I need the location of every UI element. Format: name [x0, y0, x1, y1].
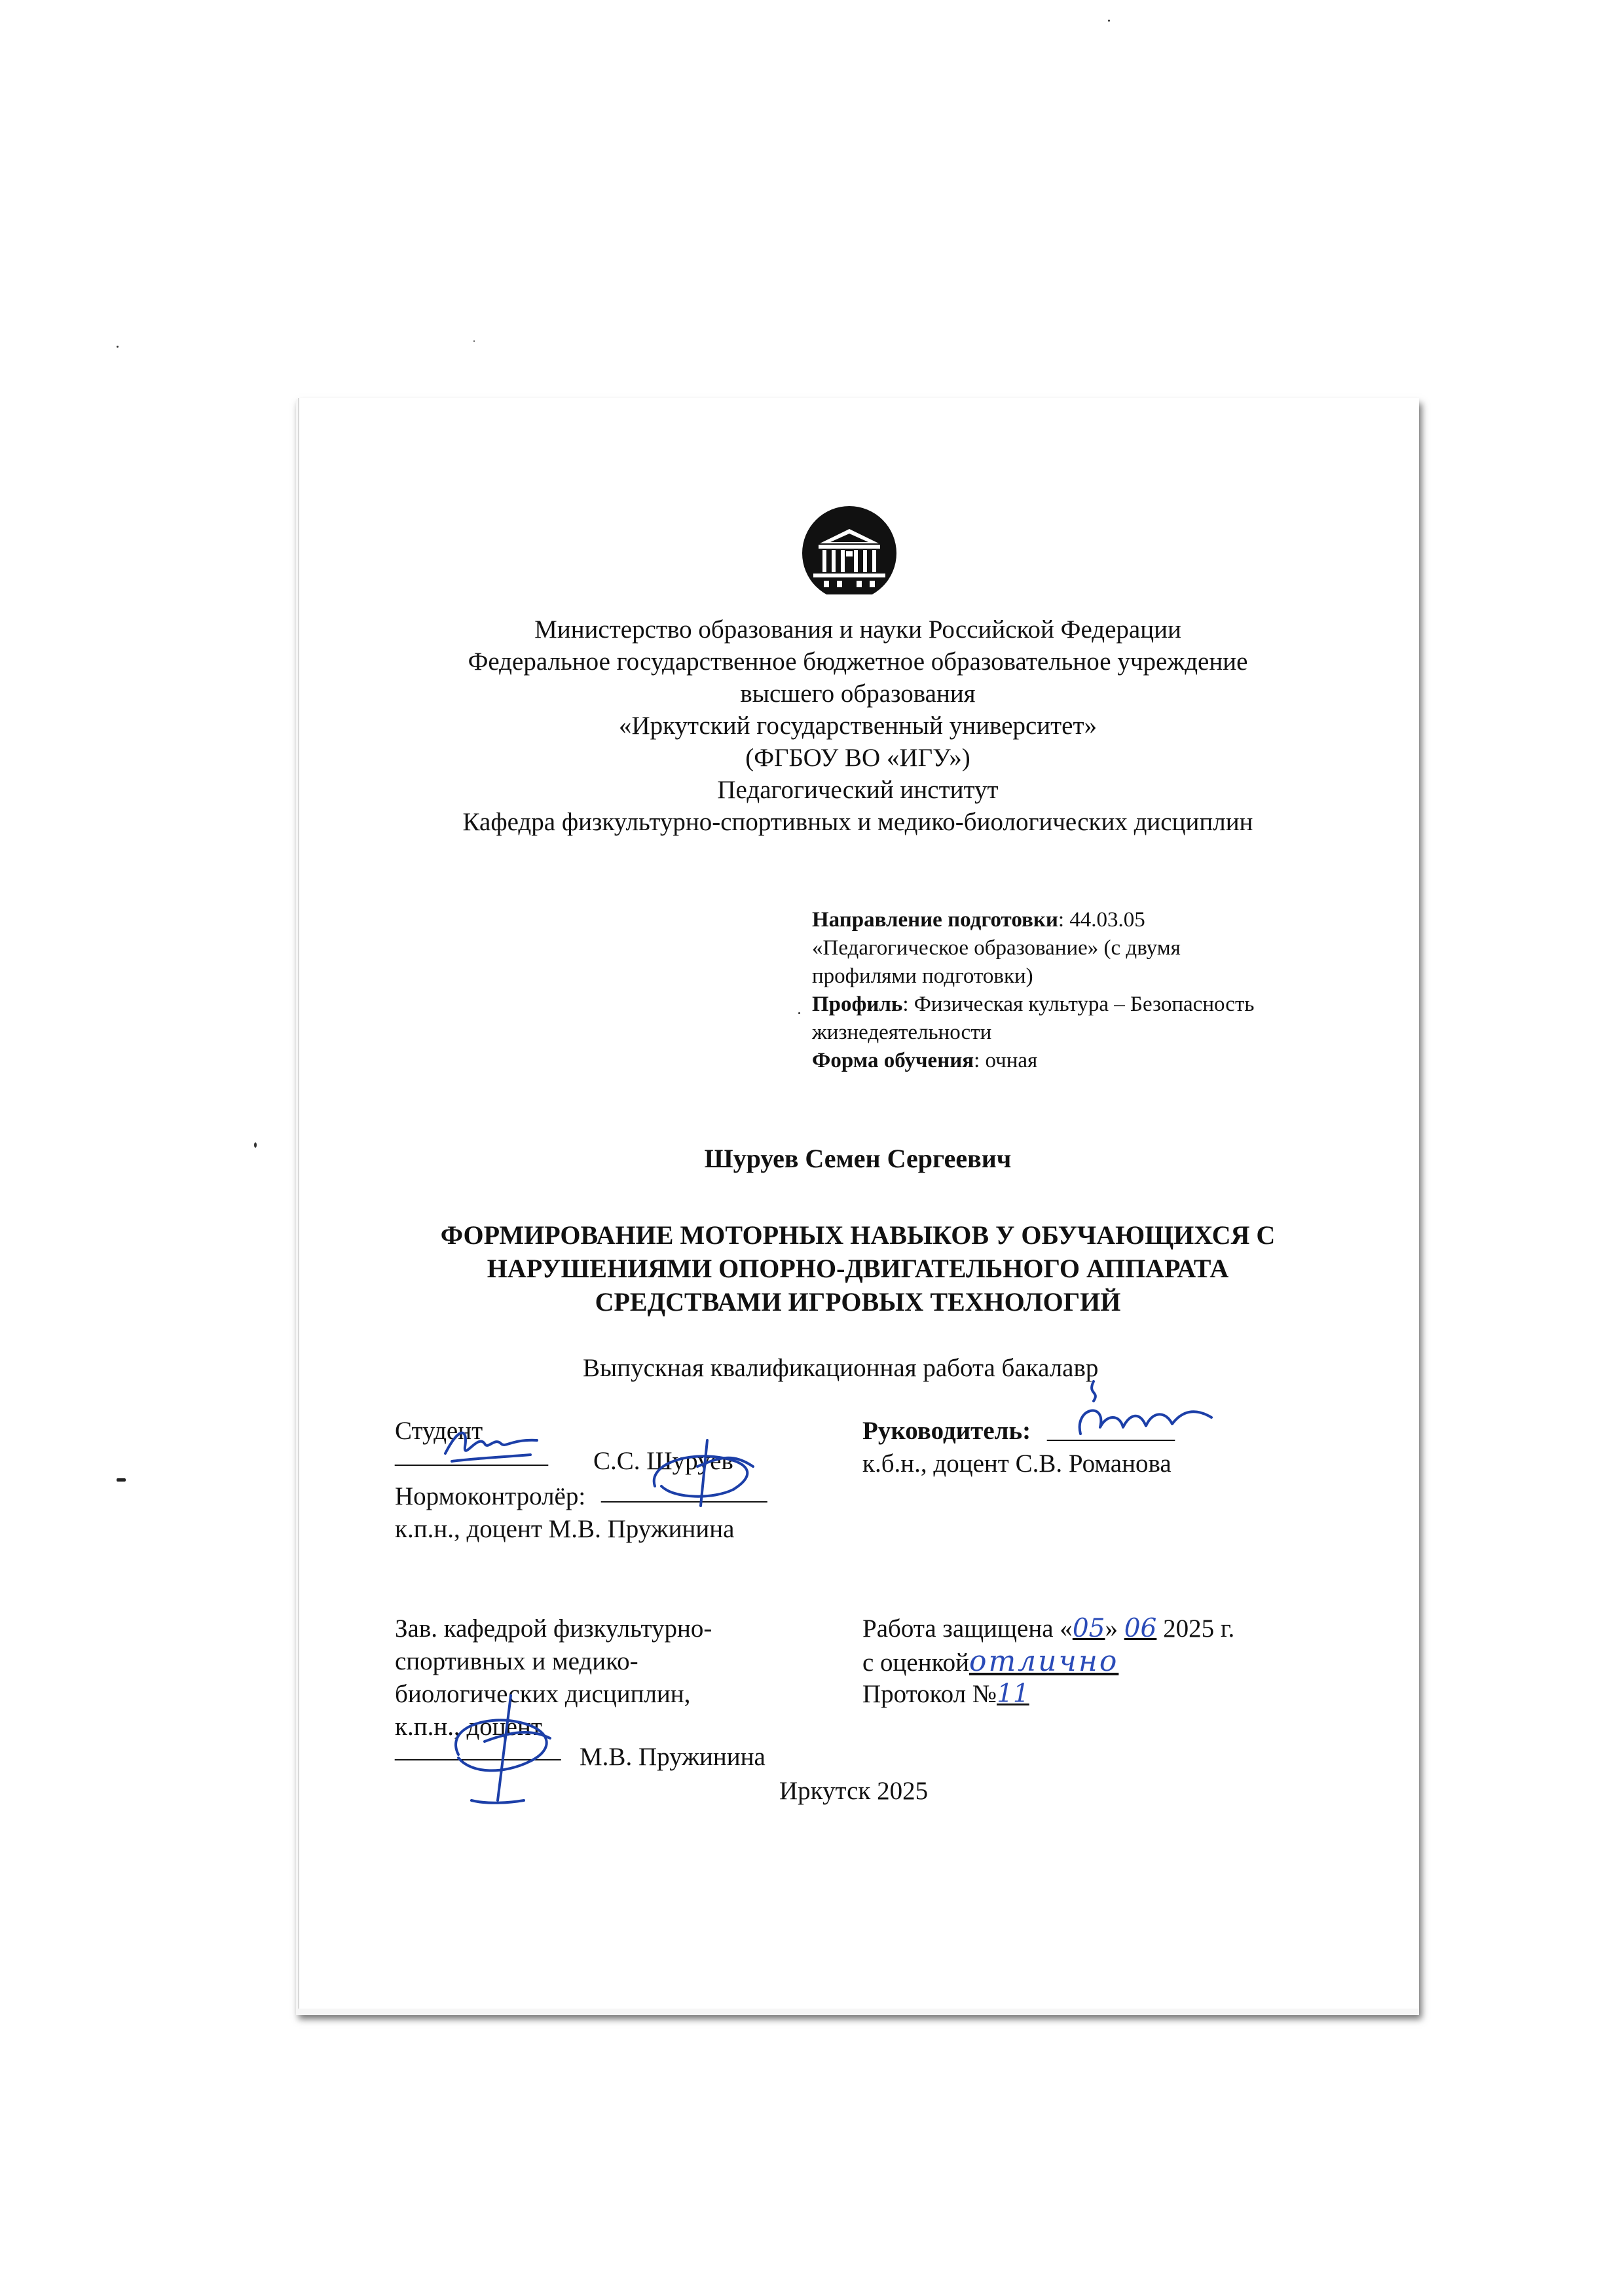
head-of-department-name: М.В. Пружинина	[580, 1743, 766, 1771]
grade-value: отлично	[969, 1645, 1119, 1678]
student-sign-line: ____________	[395, 1440, 548, 1468]
defense-prefix: Работа защищена «	[862, 1614, 1073, 1643]
direction-value: : 44.03.05	[1058, 908, 1145, 932]
defense-year: 2025 г.	[1163, 1614, 1235, 1643]
direction-label: Направление подготовки	[812, 908, 1058, 932]
form-line	[812, 1047, 1037, 1074]
profile-value: : Физическая культура – Безопасность	[902, 993, 1255, 1016]
thesis-title-line-3: СРЕДСТВАМИ ИГРОВЫХ ТЕХНОЛОГИЙ	[595, 1287, 1121, 1317]
author-name: Шуруев Семен Сергеевич	[704, 1144, 1012, 1173]
head-of-department-line-2: спортивных и медико-	[395, 1647, 638, 1675]
scan-speck	[1108, 20, 1110, 22]
form-value: : очная	[974, 1049, 1038, 1072]
thesis-title-line-1: ФОРМИРОВАНИЕ МОТОРНЫХ НАВЫКОВ У ОБУЧАЮЩИХСЯ С	[440, 1220, 1276, 1250]
university-logo	[800, 504, 898, 602]
student-name: С.С. Шуруев	[593, 1447, 733, 1475]
scan-mark	[117, 1478, 126, 1482]
head-of-department-signature	[419, 1676, 583, 1813]
supervisor-name: к.б.н., доцент С.В. Романова	[862, 1449, 1172, 1478]
university-abbreviation: (ФГБОУ ВО «ИГУ»)	[745, 744, 970, 772]
defense-day: 05	[1072, 1614, 1105, 1643]
defense-date-line	[862, 1613, 1234, 1645]
city-year: Иркутск 2025	[779, 1777, 929, 1805]
profile-line	[812, 991, 1254, 1018]
head-sign-line: _____________	[395, 1735, 561, 1763]
head-of-department-line-1: Зав. кафедрой физкультурно-	[395, 1614, 712, 1643]
direction-line	[812, 906, 1145, 934]
profile-label: Профиль	[812, 993, 903, 1016]
protocol-number: 11	[997, 1679, 1029, 1709]
work-type: Выпускная квалификационная работа бакалавр	[583, 1354, 1099, 1382]
scan-speck	[117, 346, 119, 348]
normcontrol-label: Нормоконтролёр:	[395, 1482, 586, 1510]
scan-speck	[798, 1012, 800, 1014]
ministry-name: Министерство образования и науки Российской Федерации	[534, 615, 1181, 644]
direction-line-3: профилями подготовки)	[812, 964, 1033, 988]
supervisor-label: Руководитель:	[862, 1417, 1031, 1445]
scan-speck	[254, 1142, 257, 1148]
profile-line-2: жизнедеятельности	[812, 1021, 992, 1044]
student-label: Студент	[395, 1417, 483, 1445]
university-name: «Иркутский государственный университет»	[618, 712, 1098, 740]
defense-month: 06	[1124, 1614, 1157, 1643]
protocol-line	[862, 1679, 1029, 1710]
department-name: Кафедра физкультурно-спортивных и медико-биологических дисциплин	[462, 808, 1253, 836]
institute-name: Педагогический институт	[717, 776, 999, 804]
scan-speck	[473, 340, 475, 342]
grade-label: с оценкой	[862, 1649, 969, 1677]
grade-line	[862, 1646, 1118, 1679]
supervisor-sign-line: __________	[1047, 1415, 1175, 1444]
defense-quote-close: »	[1105, 1614, 1118, 1643]
student-signature	[432, 1421, 544, 1473]
normcontrol-signature	[635, 1427, 786, 1512]
thesis-title-line-2: НАРУШЕНИЯМИ ОПОРНО-ДВИГАТЕЛЬНОГО АППАРАТА	[487, 1254, 1229, 1283]
direction-line-2: «Педагогическое образование» (с двумя	[812, 936, 1181, 960]
normcontrol-sign-line: _____________	[601, 1477, 767, 1505]
supervisor-signature	[1054, 1375, 1218, 1453]
protocol-label: Протокол №	[862, 1680, 997, 1708]
institution-name: Федеральное государственное бюджетное образовательное учреждение	[468, 647, 1248, 676]
institution-level: высшего образования	[740, 680, 976, 708]
head-of-department-line-3: биологических дисциплин,	[395, 1680, 691, 1708]
head-of-department-line-4: к.п.н., доцент	[395, 1713, 542, 1741]
normcontrol-name: к.п.н., доцент М.В. Пружинина	[395, 1515, 735, 1543]
form-label: Форма обучения	[812, 1049, 974, 1072]
